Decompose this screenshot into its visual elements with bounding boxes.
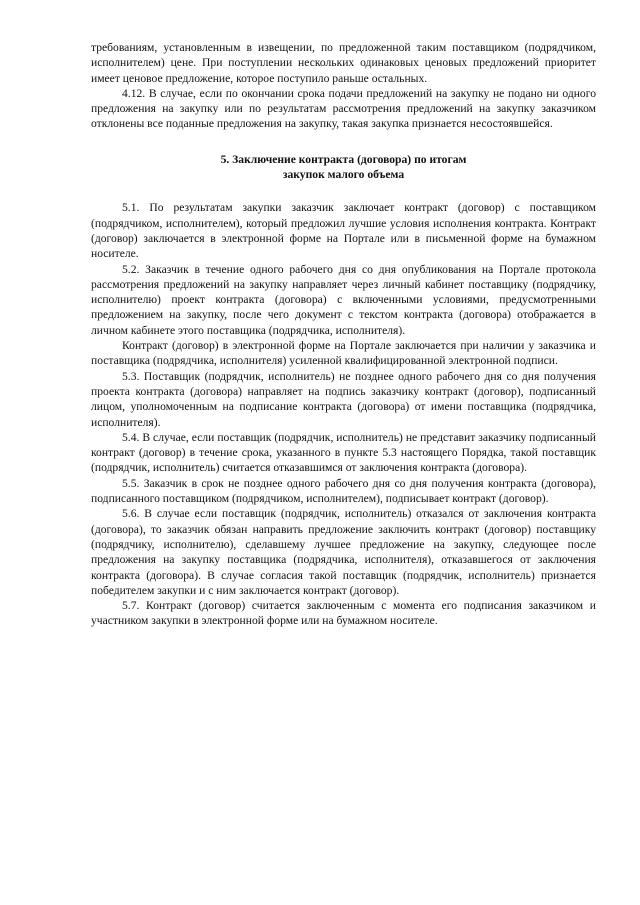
document-page — [91, 40, 596, 629]
section-heading-line-2: закупок малого объема — [282, 168, 405, 182]
paragraph-5-7: 5.7. Контракт (договор) считается заключенным с момента его подписания заказчиком и участником закупки в электронной форме или на бумажном носителе. — [91, 599, 596, 628]
paragraph-continuation: требованиям, установленным в извещении, по предложенной таким поставщиком (подрядчиком, исполнителем) цене. При поступлении нескольких одинаковых ценовых предложений приоритет имеет ценовое предложение, которое поступило раньше остальных. — [91, 41, 596, 85]
section-heading-line-1: 5. Заключение контракта (договора) по итогам — [220, 152, 467, 166]
paragraph-5-5: 5.5. Заказчик в срок не позднее одного рабочего дня со дня получения контракта (договора), подписанного поставщиком (подрядчиком, исполнителем), подписывает контракт (договор). — [91, 476, 596, 506]
paragraph-5-4: 5.4. В случае, если поставщик (подрядчик, исполнитель) не представит заказчику подписанный контракт (договор) в течение срока, указанного в пункте 5.3 настоящего Порядка, такой поставщик (подрядчик, исполнитель) считается отказавшимся от заключения контракта (договора). — [91, 430, 596, 475]
paragraph-5-3: 5.3. Поставщик (подрядчик, исполнитель) не позднее одного рабочего дня со дня получения проекта контракта (договора) направляет на подпись заказчику контракт (договор), подписанный лицом, уполномоченным на подписание контракта (договора) от имени поставщика (подрядчика, исполнителя). — [91, 369, 596, 429]
section-heading — [91, 152, 596, 183]
paragraph-5-2: 5.2. Заказчик в течение одного рабочего дня со дня опубликования на Портале протокола рассмотрения предложений на закупку направляет через личный кабинет поставщику (подрядчику, исполнителю) проект контракта (договора) с включенными условиями, предусмотренными предложением на закупку, после чего документ с текстом контракта (договора) отображается в личном кабинете этого поставщика (подрядчика, исполнителя). — [91, 262, 596, 337]
paragraph-4-12: 4.12. В случае, если по окончании срока подачи предложений на закупку не подано ни одного предложения на закупку или по результатам рассмотрения предложений на закупку заказчиком отклонены все поданные предложения на закупку, такая закупка признается несостоявшейся. — [91, 86, 596, 131]
paragraph-5-2-electronic: Контракт (договор) в электронной форме на Портале заключается при наличии у заказчика и поставщика (подрядчика, исполнителя) усиленной квалифицированной электронной подписи. — [91, 339, 596, 368]
paragraph-5-1: 5.1. По результатам закупки заказчик заключает контракт (договор) с поставщиком (подрядчиком, исполнителем), который предложил лучшие условия исполнения контракта. Контракт (договор) заключается в электронной форме на Портале или в письменной форме на бумажном носителе. — [91, 201, 596, 261]
paragraph-5-6: 5.6. В случае если поставщик (подрядчик, исполнитель) отказался от заключения контракта (договора), то заказчик обязан направить предложение заключить контракт (договор) поставщику (подрядчику, исполнителю), сделавшему лучшее предложение на закупку, следующее после предложения на закупку поставщика (подрядчика, исполнителя), отказавшегося от заключения контракта (договора). В случае согласия такой поставщик (подрядчик, исполнитель) признается победителем закупки и с ним заключается контракт (договор). — [91, 507, 596, 597]
